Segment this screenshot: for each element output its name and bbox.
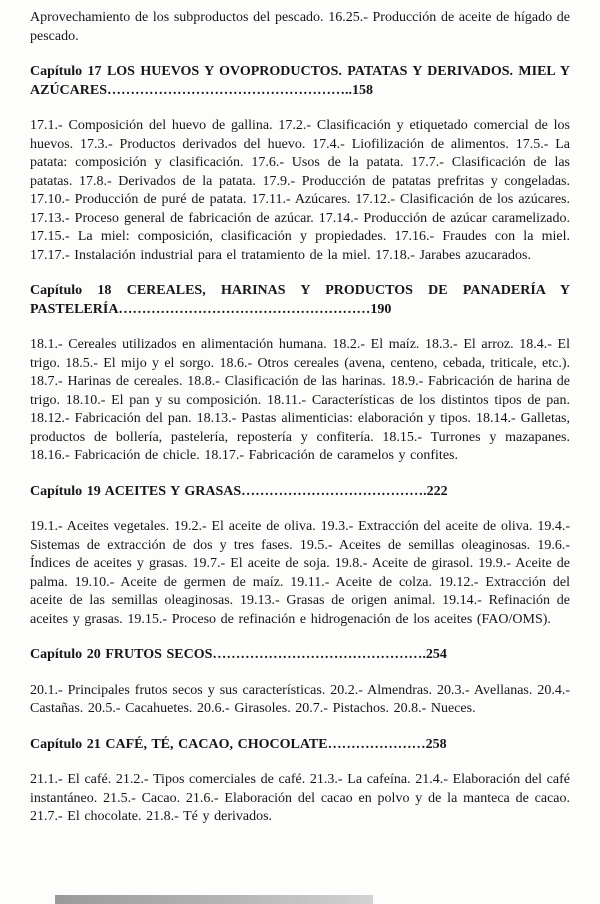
chapter-17-heading: Capítulo 17 LOS HUEVOS Y OVOPRODUCTOS. PATATAS Y DERIVADOS. MIEL Y AZÚCARES……………………………………………..158 (30, 64, 570, 98)
chapter-18-heading: Capítulo 18 CEREALES, HARINAS Y PRODUCTOS DE PANADERÍA Y PASTELERÍA………………………………………………190 (30, 283, 570, 317)
chapter-19-heading: Capítulo 19 ACEITES Y GRASAS………………………………….222 (30, 483, 448, 499)
intro-paragraph: Aprovechamiento de los subproductos del pescado. 16.25.- Producción de aceite de hígado de pescado. (30, 10, 570, 44)
chapter-17-sections: 17.1.- Composición del huevo de gallina. 17.2.- Clasificación y etiquetado comercial de los huevos. 17.3.- Productos derivados del huevo. 17.4.- Liofilización de alimentos. 17.5.- La patata: composición y clasificación. 17.6.- Usos de la patata. 17.7.- Clasificación de las patatas. 17.8.- Derivados de la patata. 17.9.- Producción de patatas prefritas y congeladas. 17.10.- Producción de puré de patata. 17.11.- Azúcares. 17.12.- Clasificación de los azúcares. 17.13.- Proceso general de fabricación de azúcar. 17.14.- Producción de azúcar caramelizado. 17.15.- La miel: composición, clasificación y propiedades. 17.16.- Fraudes con la miel. 17.17.- Instalación industrial para el tratamiento de la miel. 17.18.- Jarabes azucarados. (30, 118, 570, 263)
chapter-19-sections: 19.1.- Aceites vegetales. 19.2.- El aceite de oliva. 19.3.- Extracción del aceite de oliva. 19.4.- Sistemas de extracción de dos y tres fases. 19.5.- Aceites de semillas oleaginosas. 19.6.- Índices de aceites y grasas. 19.7.- El aceite de soja. 19.8.- Aceite de girasol. 19.9.- Aceite de palma. 19.10.- Aceite de germen de maíz. 19.11.- Aceite de colza. 19.12.- Extracción del aceite de las semillas oleaginosas. 19.13.- Grasas de origen animal. 19.14.- Refinación de aceites y grasas. 19.15.- Proceso de refinación e hidrogenación de los aceites (FAO/OMS). (30, 519, 570, 627)
chapter-20-sections: 20.1.- Principales frutos secos y sus características. 20.2.- Almendras. 20.3.- Avellanas. 20.4.- Castañas. 20.5.- Cacahuetes. 20.6.- Girasoles. 20.7.- Pistachos. 20.8.- Nueces. (30, 682, 570, 716)
chapter-21-heading: Capítulo 21 CAFÉ, TÉ, CACAO, CHOCOLATE…………………258 (30, 736, 447, 752)
scan-artifact-edge (55, 895, 373, 904)
chapter-20-heading: Capítulo 20 FRUTOS SECOS……………………………………….254 (30, 647, 447, 662)
chapter-21-sections: 21.1.- El café. 21.2.- Tipos comerciales de café. 21.3.- La cafeína. 21.4.- Elaboración del café instantáneo. 21.5.- Cacao. 21.6.- Elaboración del cacao en polvo y de la manteca de cacao. 21.7.- El chocolate. 21.8.- Té y derivados. (30, 772, 570, 824)
chapter-18-sections: 18.1.- Cereales utilizados en alimentación humana. 18.2.- El maíz. 18.3.- El arroz. 18.4.- El trigo. 18.5.- El mijo y el sorgo. 18.6.- Otros cereales (avena, centeno, cebada, triticale, etc.). 18.7.- Harinas de cereales. 18.8.- Clasificación de las harinas. 18.9.- Fabricación de harina de trigo. 18.10.- El pan y su composición. 18.11.- Características de los distintos tipos de pan. 18.12.- Fabricación del pan. 18.13.- Pastas alimenticias: elaboración y tipos. 18.14.- Galletas, productos de bollería, pastelería, repostería y confitería. 18.15.- Turrones y mazapanes. 18.16.- Fabricación de chicle. 18.17.- Fabricación de caramelos y confites. (30, 337, 570, 463)
